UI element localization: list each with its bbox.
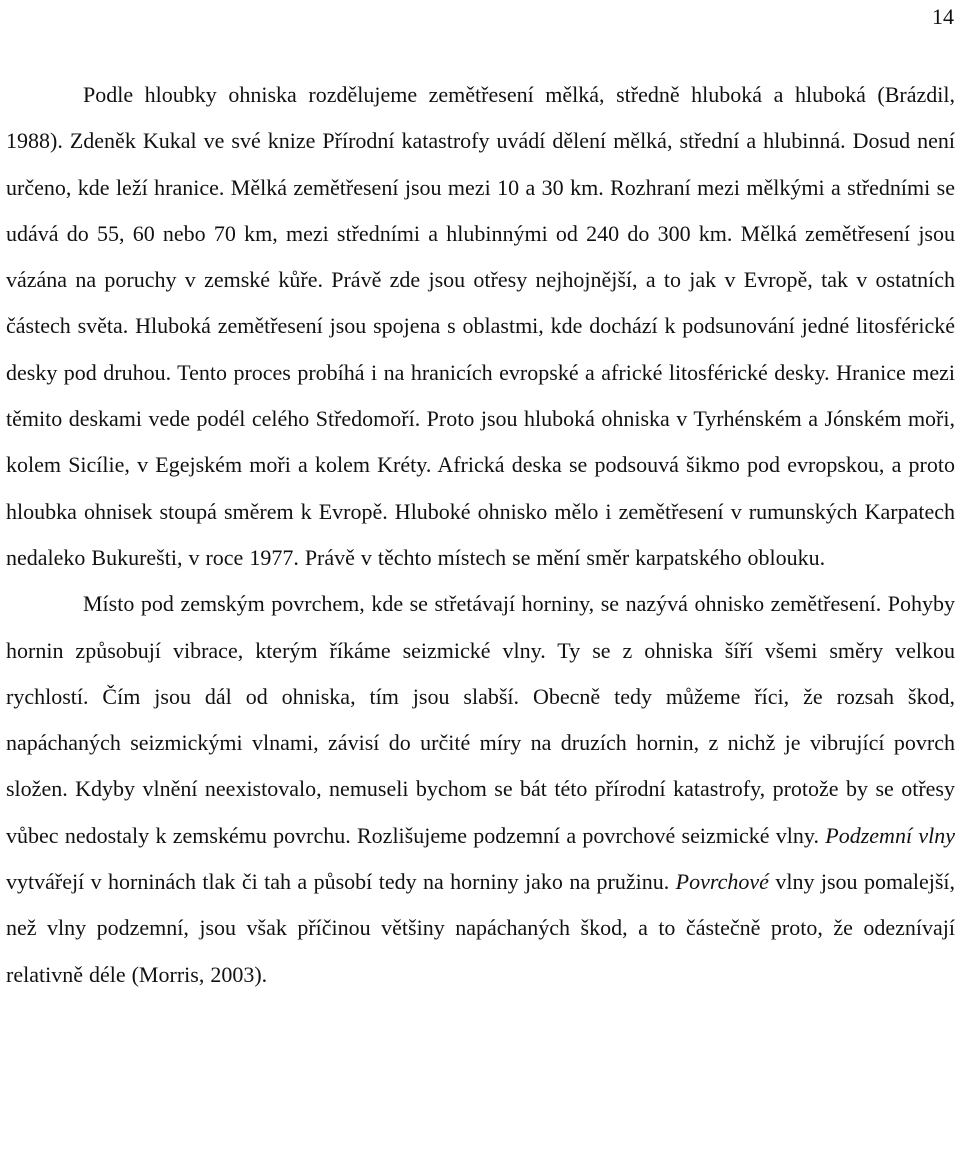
italic-term-underground-waves: Podzemní vlny	[825, 822, 956, 848]
paragraph-text-segment: Místo pod zemským povrchem, kde se střetávají horniny, se nazývá ohnisko zemětřesení. Pohyby hornin způsobují vibrace, kterým říkáme seizmické vlny. Ty se z ohniska šíří všemi směry velkou rychlostí. Čím jsou dál od ohniska, tím jsou slabší. Obecně tedy můžeme říci, že rozsah škod, napáchaných seizmickými vlnami, závisí do určité míry na druzích hornin, z nichž je vibrující povrch složen. Kdyby vlnění neexistovalo, nemuseli bychom se bát této přírodní katastrofy, protože by se otřesy vůbec nedostaly k zemskému povrchu. Rozlišujeme podzemní a povrchové seizmické vlny.	[6, 591, 955, 848]
paragraph-text-segment: vytvářejí v horninách tlak či tah a působí tedy na horniny jako na pružinu.	[6, 869, 676, 895]
paragraph-earthquake-depth: Podle hloubky ohniska rozdělujeme zemětřesení mělká, středně hluboká a hluboká (Brázdil, 1988). Zdeněk Kukal ve své knize Přírodní katastrofy uvádí dělení mělká, střední a hlubinná. Dosud není určeno, kde leží hranice. Mělká zemětřesení jsou mezi 10 a 30 km. Rozhraní mezi mělkými a středními se udává do 55, 60 nebo 70 km, mezi středními a hlubinnými od 240 do 300 km. Mělká zemětřesení jsou vázána na poruchy v zemské kůře. Právě zde jsou otřesy nejhojnější, a to jak v Evropě, tak v ostatních částech světa. Hluboká zemětřesení jsou spojena s oblastmi, kde dochází k podsunování jedné litosférické desky pod druhou. Tento proces probíhá i na hranicích evropské a africké litosférické desky. Hranice mezi těmito deskami vede podél celého Středomoří. Proto jsou hluboká ohniska v Tyrhénském a Jónském moři, kolem Sicílie, v Egejském moři a kolem Kréty. Africká deska se podsouvá šikmo pod evropskou, a proto hloubka ohnisek stoupá směrem k Evropě. Hluboké ohnisko mělo i zemětřesení v rumunských Karpatech nedaleko Bukurešti, v roce 1977. Právě v těchto místech se mění směr karpatského oblouku.	[6, 82, 955, 570]
page-number: 14	[932, 4, 954, 29]
italic-term-surface-waves: Povrchové	[675, 869, 769, 895]
document-body	[6, 72, 955, 998]
paragraph-text-segment: vlny jsou pomalejší, než vlny podzemní, jsou však příčinou většiny napáchaných škod, a to částečně proto, že odeznívají relativně déle (Morris, 2003).	[6, 869, 955, 987]
paragraph-earthquake-focus	[6, 581, 955, 998]
